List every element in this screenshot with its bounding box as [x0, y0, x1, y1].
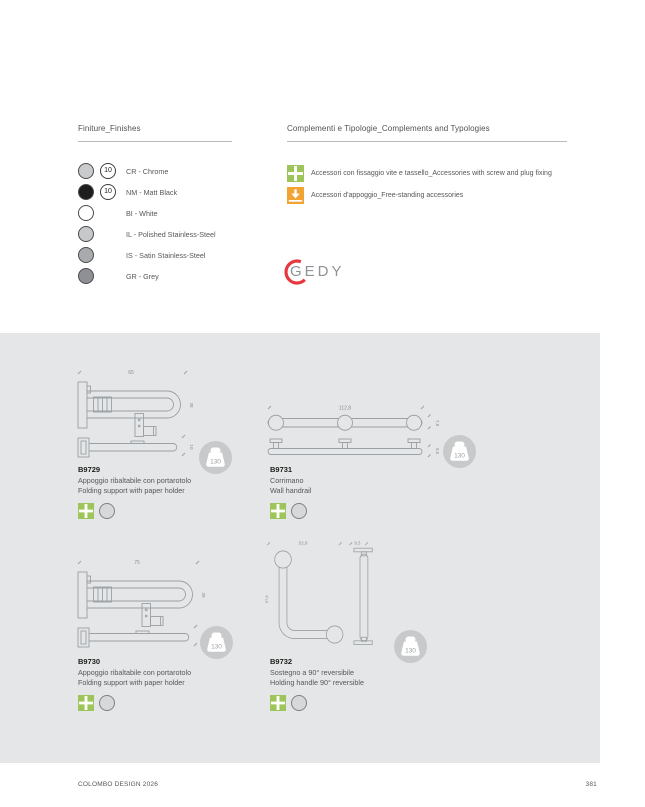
dim-label-width: 52,8 — [298, 540, 308, 546]
finish-count-badge — [100, 184, 116, 200]
screw-plug-fixing-icon — [270, 503, 286, 519]
finish-row-grey — [78, 268, 298, 284]
typology-label: Accessori d'appoggio_Free-standing accessories — [311, 192, 464, 199]
product-code: B9732 — [270, 657, 293, 666]
free-standing-icon — [287, 187, 304, 204]
max-load-value: 130 — [210, 458, 221, 466]
gedy-logo-text: GEDY — [290, 263, 345, 280]
technical-drawing-b9731 — [264, 400, 449, 462]
footer-brand: COLOMBO DESIGN 2026 — [78, 781, 159, 788]
finish-swatch-satin-steel — [78, 247, 94, 263]
max-load-value: 130 — [211, 643, 222, 651]
dim-label-height: 38 — [201, 592, 206, 598]
max-load-value: 130 — [454, 452, 465, 460]
finish-label: IS - Satin Stainless-Steel — [126, 251, 206, 260]
technical-drawing-b9732 — [262, 536, 402, 658]
product-name-en: Holding handle 90° reversible — [270, 678, 364, 687]
product-card-b9730 — [74, 554, 254, 719]
screw-plug-fixing-icon — [270, 695, 286, 711]
finish-chrome-dot — [99, 695, 115, 711]
product-code: B9729 — [78, 465, 101, 474]
finish-row-white — [78, 205, 298, 221]
gedy-logo — [283, 257, 363, 291]
dim-label-side: 9,3 — [354, 540, 361, 546]
product-card-b9729 — [74, 364, 254, 529]
max-load-badge — [394, 630, 427, 663]
finishes-divider — [78, 141, 232, 142]
finish-label: BI - White — [126, 209, 158, 218]
max-load-value: 130 — [405, 647, 416, 655]
finish-row-matt-black — [78, 184, 298, 200]
product-name-en: Wall handrail — [270, 486, 312, 495]
screw-plug-fixing-icon — [78, 695, 94, 711]
product-card-b9731 — [264, 400, 464, 530]
dim-label-width: 112,8 — [338, 405, 352, 412]
finish-chrome-dot — [291, 695, 307, 711]
page-number: 381 — [585, 781, 597, 788]
max-load-badge — [443, 435, 476, 468]
finish-count-badge — [100, 163, 116, 179]
product-code: B9730 — [78, 657, 101, 666]
finish-label: GR - Grey — [126, 272, 159, 281]
finishes-section-header — [78, 124, 232, 142]
typology-row-free-standing — [287, 187, 587, 204]
dim-label-height: 38 — [189, 402, 194, 408]
finish-label: IL - Polished Stainless-Steel — [126, 230, 216, 239]
dim-label-top: 7,8 — [435, 419, 440, 427]
product-name-en: Folding support with paper holder — [78, 678, 185, 687]
finish-row-polished-steel — [78, 226, 298, 242]
finish-row-chrome — [78, 163, 298, 179]
screw-plug-fixing-icon — [287, 165, 304, 182]
finish-swatch-polished-steel — [78, 226, 94, 242]
finish-swatch-chrome — [78, 163, 94, 179]
finish-label: NM - Matt Black — [126, 188, 178, 197]
finish-count: 10 — [104, 167, 112, 174]
dim-label-bottom: 9,5 — [435, 447, 440, 455]
typologies-section-header — [287, 124, 567, 142]
max-load-badge — [200, 626, 233, 659]
finish-swatch-white — [78, 205, 94, 221]
finish-chrome-dot — [291, 503, 307, 519]
max-load-badge — [199, 441, 232, 474]
finishes-title: Finiture_Finishes — [78, 124, 141, 133]
product-name-it: Appoggio ribaltabile con portarotolo — [78, 476, 192, 485]
product-code: B9731 — [270, 465, 293, 474]
product-name-it: Appoggio ribaltabile con portarotolo — [78, 668, 192, 677]
finish-row-satin-steel — [78, 247, 298, 263]
product-name-en: Folding support with paper holder — [78, 486, 185, 495]
product-name-it: Sostegno a 90° reversibile — [270, 668, 354, 677]
dim-label-width: 75 — [134, 560, 140, 566]
dim-label-depth: 10 — [189, 444, 194, 450]
screw-plug-fixing-icon — [78, 503, 94, 519]
typologies-title: Complementi e Tipologie_Complements and Typologies — [287, 124, 490, 133]
typologies-divider — [287, 141, 567, 142]
product-name-it: Corrimano — [270, 476, 304, 485]
finish-label: CR - Chrome — [126, 167, 169, 176]
typology-row-screw-fixing — [287, 165, 587, 182]
finish-swatch-matt-black — [78, 184, 94, 200]
finish-chrome-dot — [99, 503, 115, 519]
finish-count: 10 — [104, 188, 112, 195]
dim-label-width: 65 — [128, 370, 134, 376]
finish-swatch-grey — [78, 268, 94, 284]
typology-label: Accessori con fissaggio vite e tassello_Accessories with screw and plug fixing — [311, 170, 552, 177]
dim-label-height: 67,8 — [264, 595, 270, 604]
product-card-b9732 — [262, 536, 462, 716]
